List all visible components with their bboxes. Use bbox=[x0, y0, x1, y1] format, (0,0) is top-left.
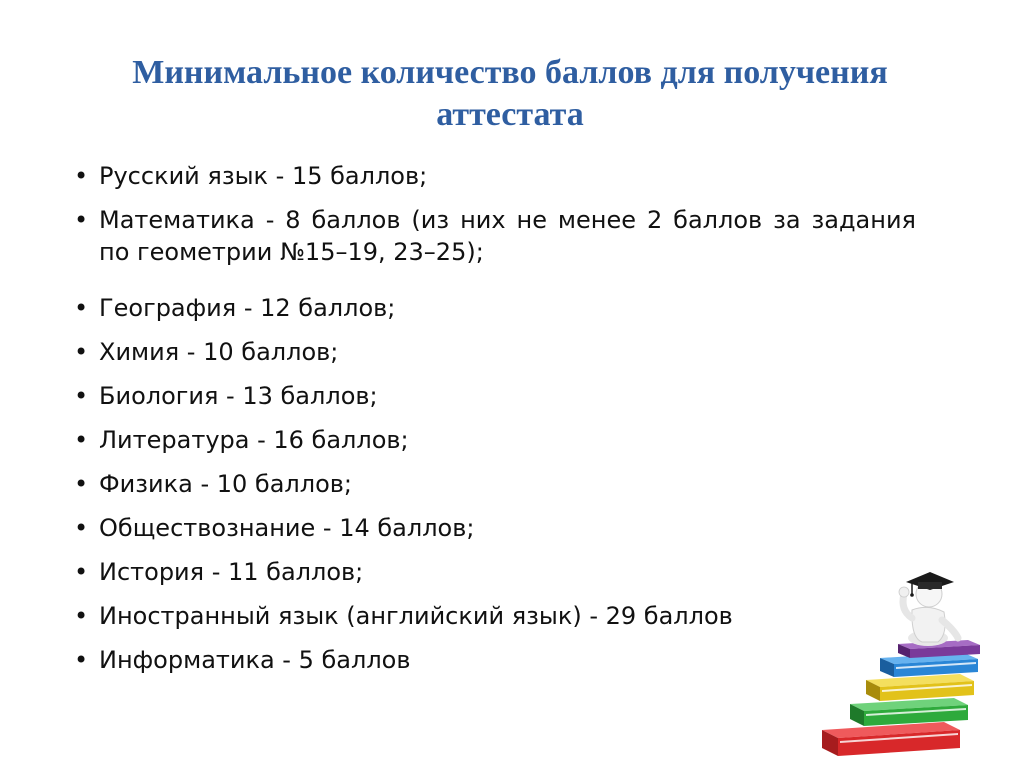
red-book-icon bbox=[822, 722, 960, 756]
bullet-icon: • bbox=[74, 382, 89, 410]
list-item-text: География - 12 баллов; bbox=[99, 294, 396, 322]
bullet-icon: • bbox=[74, 514, 89, 542]
green-book-icon bbox=[850, 698, 968, 726]
list-item bbox=[74, 424, 916, 468]
list-item-text: Химия - 10 баллов; bbox=[99, 338, 339, 366]
bullet-icon: • bbox=[74, 558, 89, 586]
list-item bbox=[74, 556, 916, 600]
list-item bbox=[74, 160, 916, 204]
list-item bbox=[74, 644, 916, 688]
list-item-text: Физика - 10 баллов; bbox=[99, 470, 353, 498]
list-item-text: Биология - 13 баллов; bbox=[99, 382, 378, 410]
list-item bbox=[74, 380, 916, 424]
list-item-text: История - 11 баллов; bbox=[99, 558, 364, 586]
yellow-book-icon bbox=[866, 674, 974, 701]
list-item bbox=[74, 468, 916, 512]
list-item-text: Математика - 8 баллов (из них не менее 2 баллов за задания по геометрии №15–19, 23–25); bbox=[99, 206, 916, 266]
list-item-text: Литература - 16 баллов; bbox=[99, 426, 409, 454]
bullet-icon: • bbox=[74, 602, 89, 630]
bullet-icon: • bbox=[74, 338, 89, 366]
student-figure-icon bbox=[899, 572, 958, 646]
slide-title: Минимальное количество баллов для получения аттестата bbox=[132, 54, 888, 133]
student-on-books-icon bbox=[808, 560, 1008, 760]
bullet-icon: • bbox=[74, 162, 89, 190]
bullet-icon: • bbox=[74, 206, 89, 234]
bullet-icon: • bbox=[74, 470, 89, 498]
bullet-icon: • bbox=[74, 426, 89, 454]
list-item bbox=[74, 336, 916, 380]
list-item-text: Обществознание - 14 баллов; bbox=[99, 514, 475, 542]
score-list bbox=[74, 160, 916, 688]
list-item bbox=[74, 204, 916, 292]
list-item-text: Иностранный язык (английский язык) - 29 баллов bbox=[99, 602, 733, 630]
list-item bbox=[74, 512, 916, 556]
bullet-icon: • bbox=[74, 646, 89, 674]
list-item-text: Русский язык - 15 баллов; bbox=[99, 162, 428, 190]
list-item bbox=[74, 292, 916, 336]
list-item-text: Информатика - 5 баллов bbox=[99, 646, 411, 674]
bullet-icon: • bbox=[74, 294, 89, 322]
list-item bbox=[74, 600, 916, 644]
